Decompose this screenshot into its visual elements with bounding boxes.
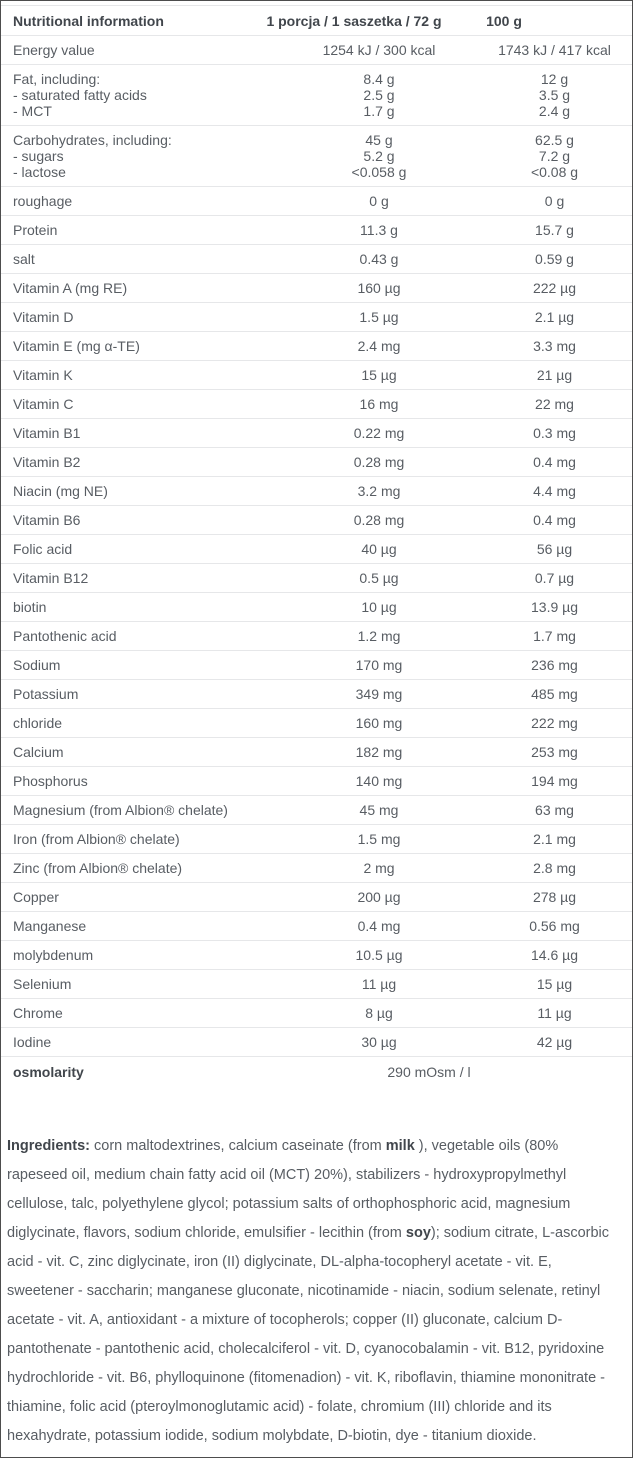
cell-line: 182 mg — [355, 744, 403, 760]
table-row — [1, 912, 632, 941]
cell-line: 5.2 g — [363, 148, 395, 164]
value-per-serving — [281, 773, 477, 789]
cell-line: 236 mg — [531, 657, 578, 673]
cell-line: 1254 kJ / 300 kcal — [322, 42, 436, 58]
value-per-100g — [477, 367, 632, 383]
osmolarity-label: osmolarity — [13, 1063, 84, 1080]
cell-line: 40 µg — [361, 541, 397, 557]
nutrient-label — [1, 425, 281, 441]
cell-line: 222 µg — [532, 280, 577, 296]
value-per-100g — [477, 280, 632, 296]
nutrient-label — [1, 976, 281, 992]
value-per-100g — [477, 657, 632, 673]
cell-line: 8.4 g — [363, 71, 395, 87]
value-per-serving — [281, 541, 477, 557]
table-row — [1, 274, 632, 303]
value-per-100g — [477, 1005, 632, 1021]
nutrient-label — [1, 744, 281, 760]
table-row — [1, 332, 632, 361]
value-per-100g — [477, 132, 632, 180]
cell-line: 140 mg — [355, 773, 403, 789]
cell-line: 3.2 mg — [357, 483, 401, 499]
value-per-serving — [281, 193, 477, 209]
cell-line: Energy value — [13, 42, 95, 58]
cell-line: - sugars — [13, 148, 64, 164]
cell-line: 160 mg — [355, 715, 403, 731]
nutrient-label — [1, 280, 281, 296]
cell-line: 3.3 mg — [533, 338, 576, 354]
cell-line: 4.4 mg — [533, 483, 576, 499]
value-per-100g — [477, 599, 632, 615]
cell-line: 253 mg — [531, 744, 578, 760]
cell-line: 0.4 mg — [533, 512, 576, 528]
cell-line: 11 µg — [537, 1005, 572, 1021]
cell-line: 0.4 mg — [357, 918, 401, 934]
cell-line: 13.9 µg — [531, 599, 578, 615]
cell-line: Zinc (from Albion® chelate) — [13, 860, 183, 876]
table-header-row — [1, 6, 632, 36]
value-per-100g — [477, 570, 632, 586]
nutrition-table-body — [1, 36, 632, 1057]
nutrient-label — [1, 367, 281, 383]
value-per-serving — [281, 425, 477, 441]
value-per-serving — [281, 889, 477, 905]
cell-line: 11.3 g — [360, 222, 398, 238]
table-row — [1, 593, 632, 622]
cell-line: 2.1 µg — [534, 309, 575, 325]
cell-line: 0 g — [369, 193, 389, 209]
cell-line: 2.5 g — [363, 87, 395, 103]
value-per-100g — [477, 193, 632, 209]
table-row — [1, 1028, 632, 1057]
value-per-100g — [477, 1034, 632, 1050]
cell-line: 0.4 mg — [533, 454, 576, 470]
value-per-serving — [281, 947, 477, 963]
value-per-100g — [477, 541, 632, 557]
nutrient-label — [1, 657, 281, 673]
value-per-100g — [477, 42, 632, 58]
cell-line: <0.08 g — [530, 164, 579, 180]
nutrient-label — [1, 541, 281, 557]
value-per-100g — [477, 802, 632, 818]
nutrient-label — [1, 773, 281, 789]
cell-line: 14.6 µg — [531, 947, 578, 963]
ingredients-bold-segment: Ingredients: — [7, 1138, 95, 1154]
nutrient-label — [1, 42, 281, 58]
value-per-100g — [477, 686, 632, 702]
table-row — [1, 477, 632, 506]
cell-line: 22 mg — [535, 396, 574, 412]
nutrient-label — [1, 570, 281, 586]
nutrient-label — [1, 831, 281, 847]
value-per-serving — [281, 570, 477, 586]
cell-line: 12 g — [540, 71, 569, 87]
nutrient-label — [1, 309, 281, 325]
cell-line: chloride — [13, 715, 63, 731]
cell-line: 1.5 mg — [357, 831, 401, 847]
cell-line: Selenium — [13, 976, 72, 992]
cell-line: 11 µg — [361, 976, 397, 992]
value-per-serving — [281, 367, 477, 383]
cell-line: Vitamin D — [13, 309, 74, 325]
cell-line: Vitamin K — [13, 367, 73, 383]
ingredients-bold-segment: milk — [385, 1138, 419, 1154]
cell-line: Protein — [13, 222, 58, 238]
cell-line: 0.28 mg — [353, 512, 405, 528]
nutrient-label — [1, 628, 281, 644]
cell-line: 1.5 µg — [359, 309, 399, 325]
cell-line: Niacin (mg NE) — [13, 483, 108, 499]
cell-line: 2.8 mg — [533, 860, 576, 876]
cell-line: - MCT — [13, 103, 52, 119]
cell-line: 0.22 mg — [353, 425, 405, 441]
ingredients-bold-segment: soy — [405, 1225, 431, 1241]
cell-line: Vitamin A (mg RE) — [13, 280, 128, 296]
value-per-serving — [281, 918, 477, 934]
nutrient-label — [1, 889, 281, 905]
table-row — [1, 303, 632, 332]
cell-line: 56 µg — [536, 541, 573, 557]
cell-line: 0 g — [544, 193, 565, 209]
cell-line: 0.28 mg — [353, 454, 405, 470]
cell-line: 7.2 g — [538, 148, 571, 164]
cell-line: 200 µg — [357, 889, 401, 905]
value-per-serving — [281, 396, 477, 412]
table-row — [1, 622, 632, 651]
cell-line: 1.7 g — [363, 103, 395, 119]
value-per-100g — [477, 222, 632, 238]
cell-line: Vitamin B1 — [13, 425, 81, 441]
nutrient-label — [1, 715, 281, 731]
table-row — [1, 999, 632, 1028]
value-per-serving — [281, 280, 477, 296]
cell-line: 0.43 g — [359, 251, 399, 267]
table-row — [1, 361, 632, 390]
header-col-serving: 1 porcja / 1 saszetka / 72 g — [266, 12, 442, 29]
cell-line: roughage — [13, 193, 73, 209]
value-per-serving — [281, 512, 477, 528]
value-per-serving — [281, 628, 477, 644]
cell-line: Vitamin B6 — [13, 512, 81, 528]
value-per-100g — [477, 744, 632, 760]
nutrient-label — [1, 251, 281, 267]
table-row — [1, 709, 632, 738]
value-per-100g — [477, 338, 632, 354]
cell-line: salt — [13, 251, 35, 267]
table-row — [1, 216, 632, 245]
cell-line: Pantothenic acid — [13, 628, 117, 644]
cell-line: 1.2 mg — [357, 628, 401, 644]
nutrient-label — [1, 802, 281, 818]
value-per-serving — [281, 831, 477, 847]
value-per-serving — [281, 222, 477, 238]
table-row — [1, 245, 632, 274]
value-per-100g — [477, 396, 632, 412]
table-row — [1, 126, 632, 187]
value-per-serving — [281, 338, 477, 354]
value-per-serving — [281, 976, 477, 992]
value-per-serving — [281, 132, 477, 180]
value-per-100g — [477, 483, 632, 499]
cell-line: Potassium — [13, 686, 79, 702]
cell-line: 0.7 µg — [534, 570, 575, 586]
cell-line: 45 mg — [359, 802, 399, 818]
cell-line: 3.5 g — [538, 87, 571, 103]
cell-line: 0.59 g — [535, 251, 574, 267]
nutrient-label — [1, 686, 281, 702]
table-row — [1, 738, 632, 767]
value-per-serving — [281, 599, 477, 615]
value-per-100g — [477, 976, 632, 992]
cell-line: 2.1 mg — [533, 831, 576, 847]
cell-line: 0.3 mg — [533, 425, 576, 441]
table-row — [1, 419, 632, 448]
table-row — [1, 970, 632, 999]
cell-line: Vitamin C — [13, 396, 74, 412]
cell-line: molybdenum — [13, 947, 94, 963]
value-per-serving — [281, 657, 477, 673]
nutrient-label — [1, 132, 281, 180]
header-col-100g: 100 g — [486, 12, 522, 29]
nutrient-label — [1, 454, 281, 470]
nutrient-label — [1, 512, 281, 528]
cell-line: 45 g — [365, 132, 393, 148]
nutrient-label — [1, 338, 281, 354]
osmolarity-row — [1, 1057, 632, 1086]
cell-line: 10 µg — [361, 599, 397, 615]
ingredients-segment: ), vegetable oils (80% rapeseed oil, medium chain fatty acid oil (MCT) 20%), stabilizers - hydroxypropylmethyl cellulose, talc, polyethylene glycol; potassium salts of orthophosphoric acid, magnesium diglycinate, flavors, sodium chloride, emulsifier - lecithin (from — [7, 1138, 571, 1241]
cell-line: 170 mg — [355, 657, 403, 673]
nutrient-label — [1, 222, 281, 238]
cell-line: 8 µg — [365, 1005, 393, 1021]
table-row — [1, 65, 632, 126]
value-per-100g — [477, 947, 632, 963]
value-per-100g — [477, 715, 632, 731]
value-per-serving — [281, 802, 477, 818]
table-row — [1, 796, 632, 825]
table-row — [1, 651, 632, 680]
table-row — [1, 767, 632, 796]
value-per-serving — [281, 42, 477, 58]
table-row — [1, 390, 632, 419]
value-per-serving — [281, 251, 477, 267]
table-row — [1, 187, 632, 216]
value-per-100g — [477, 454, 632, 470]
value-per-serving — [281, 860, 477, 876]
cell-line: 160 µg — [357, 280, 401, 296]
cell-line: 63 mg — [535, 802, 574, 818]
value-per-serving — [281, 454, 477, 470]
value-per-serving — [281, 715, 477, 731]
value-per-serving — [281, 1005, 477, 1021]
cell-line: 21 µg — [536, 367, 573, 383]
table-row — [1, 825, 632, 854]
cell-line: Vitamin B12 — [13, 570, 89, 586]
ingredients-text — [1, 1132, 632, 1457]
cell-line: 15 µg — [361, 367, 397, 383]
cell-line: <0.058 g — [351, 164, 407, 180]
cell-line: Calcium — [13, 744, 64, 760]
value-per-100g — [477, 860, 632, 876]
cell-line: Carbohydrates, including: — [13, 132, 172, 148]
cell-line: 2.4 g — [538, 103, 571, 119]
nutrient-label — [1, 193, 281, 209]
cell-line: 349 mg — [355, 686, 403, 702]
table-row — [1, 564, 632, 593]
cell-line: 2 mg — [363, 860, 395, 876]
cell-line: Fat, including: — [13, 71, 101, 87]
value-per-100g — [477, 831, 632, 847]
nutrient-label — [1, 918, 281, 934]
nutrition-table — [1, 5, 632, 1086]
cell-line: 194 mg — [531, 773, 578, 789]
ingredients-segment: ); sodium citrate, L-ascorbic acid - vit. C, zinc diglycinate, iron (II) diglycinate, DL-alpha-tocopheryl acetate - vit. E, sweetener - saccharin; manganese gluconate, nicotinamide - niacin, sodium selenate, retinyl acetate - vit. A, antioxidant - a mixture of tocopherols; copper (II) gluconate, calcium D-pantothenate - pantothenic acid, cholecalciferol - vit. D, cyanocobalamin - vit. B12, pyridoxine hydrochloride - vit. B6, phylloquinone (fitomenadion) - vit. K, riboflavin, thiamine mononitrate - thiamine, folic acid (pteroylmonoglutamic acid) - folate, chromium (III) chloride and its hexahydrate, potassium iodide, sodium molybdate, D-biotin, dye - titanium dioxide. — [7, 1225, 609, 1444]
ingredients-segment: corn maltodextrines, calcium caseinate (from — [94, 1138, 386, 1154]
cell-line: Phosphorus — [13, 773, 88, 789]
cell-line: Iodine — [13, 1034, 52, 1050]
cell-line: 16 mg — [359, 396, 399, 412]
table-row — [1, 448, 632, 477]
cell-line: 15 µg — [536, 976, 573, 992]
cell-line: 222 mg — [531, 715, 578, 731]
value-per-100g — [477, 918, 632, 934]
cell-line: 42 µg — [536, 1034, 573, 1050]
table-row — [1, 506, 632, 535]
cell-line: - saturated fatty acids — [13, 87, 147, 103]
nutrient-label — [1, 1034, 281, 1050]
cell-line: 62.5 g — [535, 132, 574, 148]
cell-line: 30 µg — [361, 1034, 397, 1050]
cell-line: 0.5 µg — [359, 570, 399, 586]
osmolarity-value: 290 mOsm / l — [387, 1063, 471, 1080]
value-per-serving — [281, 309, 477, 325]
nutrient-label — [1, 860, 281, 876]
nutrient-label — [1, 947, 281, 963]
cell-line: 1743 kJ / 417 kcal — [498, 42, 611, 58]
value-per-100g — [477, 512, 632, 528]
nutrient-label — [1, 483, 281, 499]
cell-line: Manganese — [13, 918, 87, 934]
value-per-serving — [281, 686, 477, 702]
cell-line: 2.4 mg — [357, 338, 401, 354]
value-per-100g — [477, 425, 632, 441]
value-per-serving — [281, 744, 477, 760]
cell-line: biotin — [13, 599, 47, 615]
value-per-100g — [477, 309, 632, 325]
cell-line: Copper — [13, 889, 59, 905]
table-row — [1, 680, 632, 709]
table-row — [1, 36, 632, 65]
value-per-100g — [477, 628, 632, 644]
cell-line: Vitamin E (mg α-TE) — [13, 338, 140, 354]
header-label: Nutritional information — [13, 12, 164, 29]
cell-line: 485 mg — [531, 686, 578, 702]
cell-line: Chrome — [13, 1005, 63, 1021]
value-per-100g — [477, 889, 632, 905]
cell-line: 15.7 g — [535, 222, 574, 238]
cell-line: Magnesium (from Albion® chelate) — [13, 802, 228, 818]
nutrient-label — [1, 1005, 281, 1021]
table-row — [1, 883, 632, 912]
value-per-serving — [281, 71, 477, 119]
cell-line: Vitamin B2 — [13, 454, 81, 470]
value-per-100g — [477, 71, 632, 119]
cell-line: Sodium — [13, 657, 61, 673]
cell-line: 278 µg — [532, 889, 577, 905]
table-row — [1, 854, 632, 883]
value-per-100g — [477, 251, 632, 267]
value-per-serving — [281, 1034, 477, 1050]
cell-line: 1.7 mg — [533, 628, 576, 644]
table-row — [1, 941, 632, 970]
nutrient-label — [1, 599, 281, 615]
value-per-100g — [477, 773, 632, 789]
nutrient-label — [1, 71, 281, 119]
value-per-serving — [281, 483, 477, 499]
cell-line: 0.56 mg — [529, 918, 580, 934]
cell-line: 10.5 µg — [355, 947, 403, 963]
cell-line: - lactose — [13, 164, 66, 180]
table-row — [1, 535, 632, 564]
cell-line: Folic acid — [13, 541, 73, 557]
nutrient-label — [1, 396, 281, 412]
cell-line: Iron (from Albion® chelate) — [13, 831, 180, 847]
